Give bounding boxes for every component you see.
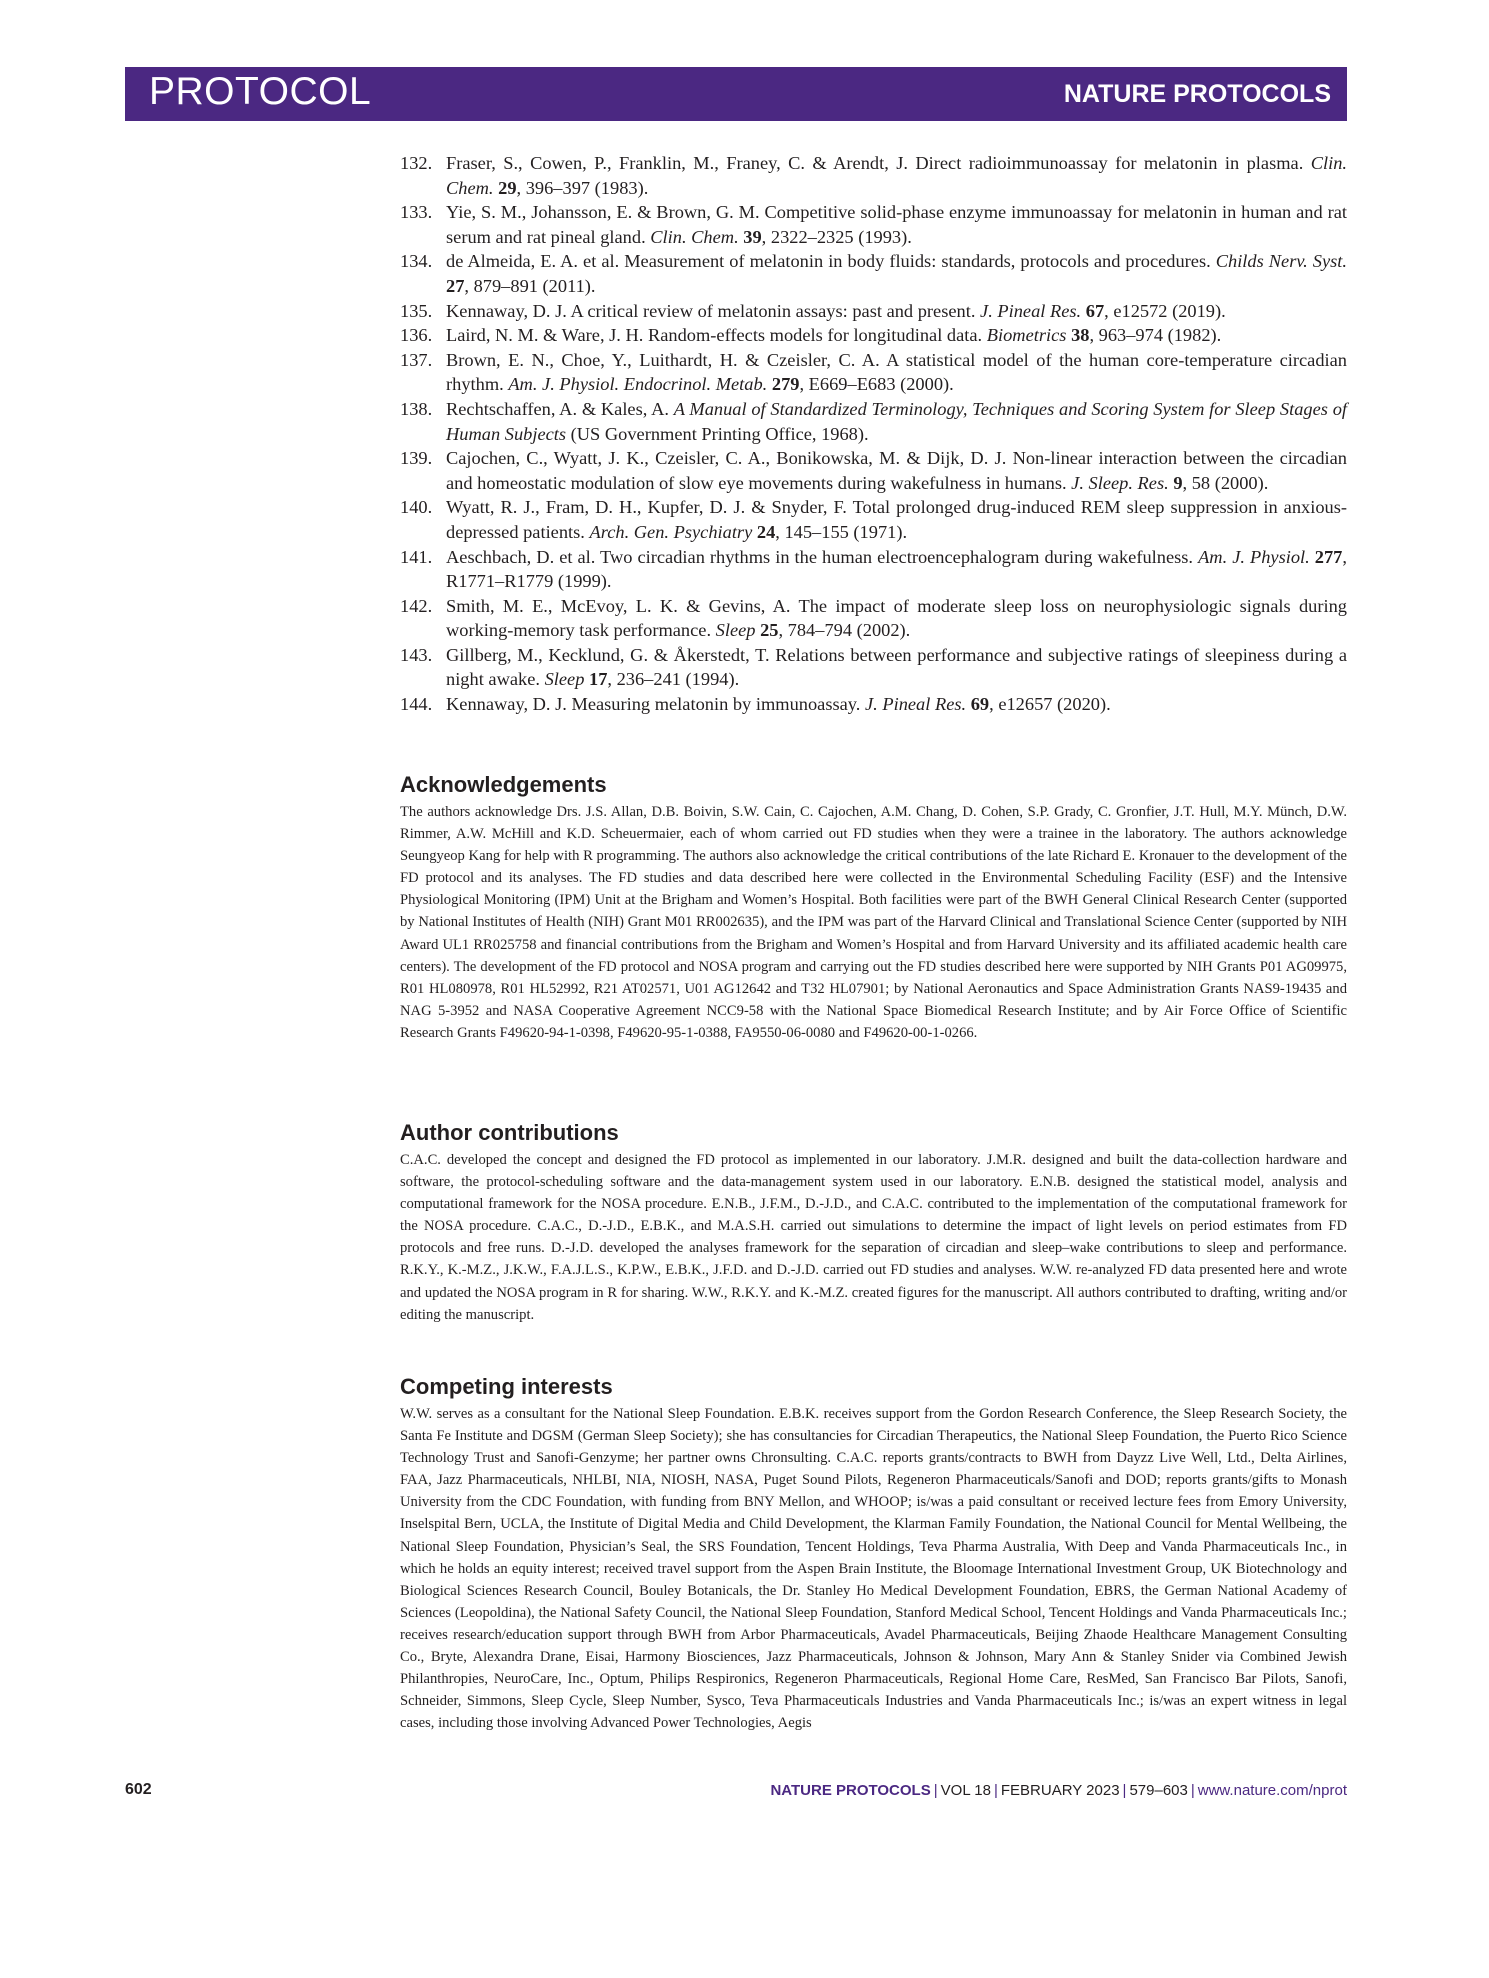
reference-volume: 24: [756, 521, 776, 542]
reference-volume: 279: [771, 374, 800, 395]
reference-item: [400, 545, 1347, 594]
acknowledgements-heading: Acknowledgements: [400, 772, 607, 797]
author-contributions-heading: Author contributions: [400, 1120, 619, 1145]
reference-text: , 784–794 (2002).: [778, 620, 911, 641]
reference-text: , 396–397 (1983).: [516, 177, 649, 198]
reference-text: Yie, S. M., Johansson, E. & Brown, G. M. Competitive solid-phase enzyme immunoassay for melatonin in human and rat serum and rat pineal gland.: [446, 202, 1347, 247]
author-contributions-body: C.A.C. developed the concept and designed the FD protocol as implemented in our laboratory. J.M.R. designed and built the data-collection hardware and software, the protocol-scheduling software and the data-management system used in our laboratory. E.N.B. designed the statistical model, analysis and computational framework for the NOSA procedure. E.N.B., J.F.M., D.-J.D., and C.A.C. contributed to the implementation of the computational framework for the NOSA procedure. C.A.C., D.-J.D., E.B.K., and M.A.S.H. carried out simulations to determine the impact of light levels on period estimates from FD protocols and free runs. D.-J.D. developed the analyses framework for the separation of circadian and sleep–wake contributions to sleep and performance. R.K.Y., K.-M.Z., J.K.W., F.A.J.L.S., K.P.W., E.B.K., J.F.D. and D.-J.D. carried out FD studies and analyses. W.W. re-analyzed FD data presented here and wrote and updated the NOSA program in R for sharing. W.W., R.K.Y. and K.-M.Z. created figures for the manuscript. All authors contributed to drafting, writing and/or editing the manuscript.: [400, 1152, 1347, 1323]
footer-separator: |: [1122, 1782, 1127, 1799]
page-number: 602: [125, 1781, 152, 1798]
reference-number: 142.: [400, 595, 433, 616]
reference-volume: 38: [1071, 325, 1090, 346]
reference-journal: A Manual of Standardized Terminology, Techniques and Scoring System for Sleep Stages of Human Subjects: [446, 398, 1347, 444]
footer-separator: |: [1190, 1782, 1195, 1799]
journal-name: NATURE PROTOCOLS: [1063, 80, 1331, 108]
reference-journal: Am. J. Physiol. Endocrinol. Metab.: [508, 374, 768, 395]
acknowledgements-body: The authors acknowledge Drs. J.S. Allan, D.B. Boivin, S.W. Cain, C. Cajochen, A.M. Chang, D. Cohen, S.P. Grady, C. Gronfier, J.T. Hull, M.Y. Münch, D.W. Rimmer, A.W. McHill and K.D. Scheuermaier, each of whom carried out FD studies when they were a trainee in the laboratory. The authors acknowledge Seungyeop Kang for help with R programming. The authors also acknowledge the critical contributions of the late Richard E. Kronauer to the development of the FD protocol and its analyses. The FD studies and data described here were collected in the Environmental Scheduling Facility (ESF) and the Intensive Physiological Monitoring (IPM) Unit at the Brigham and Women’s Hospital. Both facilities were part of the BWH General Clinical Research Center (supported by National Institutes of Health (NIH) Grant M01 RR002635), and the IPM was part of the Harvard Clinical and Translational Science Center (supported by NIH Award UL1 RR025758 and financial contributions from the Brigham and Women’s Hospital and from Harvard University and its affiliated academic health care centers). The development of the FD protocol and NOSA program and carrying out the FD studies described here were supported by NIH Grants P01 AG09975, R01 HL080978, R01 HL52992, R21 AT02571, U01 AG12642 and T32 HL07901; by National Aeronautics and Space Administration Grants NAS9-19435 and NAG 5-3952 and NASA Cooperative Agreement NCC9-58 with the National Space Biomedical Research Institute; and by Air Force Office of Scientific Research Grants F49620-94-1-0398, F49620-95-1-0388, FA9550-06-0080 and F49620-00-1-0266.: [400, 804, 1347, 1041]
author-contributions-section: [400, 1119, 1347, 1326]
reference-text: , 236–241 (1994).: [607, 669, 740, 690]
reference-journal: J. Pineal Res.: [980, 300, 1082, 321]
reference-number: 138.: [400, 398, 433, 419]
reference-text: , E669–E683 (2000).: [799, 374, 954, 395]
reference-text: Cajochen, C., Wyatt, J. K., Czeisler, C. A., Bonikowska, M. & Dijk, D. J. Non-linear interaction between the circadian and homeostatic modulation of slow eye movements during wakefulness in humans.: [446, 448, 1347, 493]
reference-text: Gillberg, M., Kecklund, G. & Åkerstedt, T. Relations between performance and subjective ratings of sleepiness during a night awake.: [446, 644, 1347, 690]
reference-volume: 27: [446, 275, 465, 296]
reference-number: 140.: [400, 497, 433, 518]
reference-text: de Almeida, E. A. et al. Measurement of melatonin in body fluids: standards, protocols and procedures.: [446, 251, 1216, 272]
reference-item: [400, 692, 1347, 717]
reference-text: , e12572 (2019).: [1104, 300, 1226, 321]
reference-journal: Clin. Chem.: [650, 226, 739, 247]
reference-item: [400, 348, 1347, 397]
section-label: PROTOCOL: [149, 70, 372, 113]
competing-interests-body: W.W. serves as a consultant for the National Sleep Foundation. E.B.K. receives support from the Gordon Research Conference, the Sleep Research Society, the Santa Fe Institute and DGSM (German Sleep Society); she has consultancies for Circadian Therapeutics, the National Sleep Foundation, the Puerto Rico Science Technology Trust and Sanofi-Genzyme; her partner owns Chronsulting. C.A.C. reports grants/contracts to BWH from Dayzz Live Well, Ltd., Delta Airlines, FAA, Jazz Pharmaceuticals, NHLBI, NIA, NIOSH, NASA, Puget Sound Pilots, Regeneron Pharmaceuticals/Sanofi and DOD; reports grants/gifts to Monash University from the CDC Foundation, with funding from BNY Mellon, and WHOOP; is/was a paid consultant or received lecture fees from Emory University, Inselspital Bern, UCLA, the Institute of Digital Media and Child Development, the Klarman Family Foundation, the National Council for Mental Wellbeing, the National Sleep Foundation, Physician’s Seal, the SRS Foundation, Tencent Holdings, Teva Pharma Australia, With Deep and Vanda Pharmaceuticals Inc., in which he holds an equity interest; received travel support from the Aspen Brain Institute, the Bloomage International Investment Group, UK Biotechnology and Biological Sciences Research Council, Bouley Botanicals, the Dr. Stanley Ho Medical Development Foundation, EBRS, the German National Academy of Sciences (Leopoldina), the National Safety Council, the National Sleep Foundation, Stanford Medical School, Tencent Holdings and Vanda Pharmaceuticals Inc.; receives research/education support through BWH from Arbor Pharmaceuticals, Avadel Pharmaceuticals, Beijing Zhaode Healthcare Management Consulting Co., Bryte, Alexandra Drane, Eisai, Harmony Biosciences, Jazz Pharmaceuticals, Johnson & Johnson, Mary Ann & Stanley Snider via Combined Jewish Philanthropies, NeuroCare, Inc., Optum, Philips Respironics, Regeneron Pharmaceuticals, Regional Home Care, ResMed, San Francisco Bar Pilots, Sanofi, Schneider, Simmons, Sleep Cycle, Sleep Number, Sysco, Teva Pharmaceuticals Industries and Vanda Pharmaceuticals Inc.; is/was an expert witness in legal cases, including those involving Advanced Power Technologies, Aegis: [400, 1406, 1347, 1732]
reference-journal: Sleep: [544, 669, 585, 690]
reference-text: , 879–891 (2011).: [464, 275, 596, 296]
reference-list: [400, 151, 1347, 717]
reference-item: [400, 200, 1347, 249]
reference-volume: 67: [1085, 300, 1105, 321]
reference-text: Rechtschaffen, A. & Kales, A.: [446, 398, 674, 419]
reference-volume: 25: [760, 620, 779, 641]
reference-item: [400, 151, 1347, 200]
reference-journal: Arch. Gen. Psychiatry: [589, 521, 753, 542]
reference-item: [400, 446, 1347, 495]
reference-volume: 9: [1173, 472, 1183, 493]
reference-item: [400, 299, 1347, 324]
reference-journal: Clin. Chem.: [446, 153, 1347, 198]
reference-item: [400, 249, 1347, 298]
reference-text: , R1771–R1779 (1999).: [446, 546, 1347, 592]
footer-separator: |: [993, 1782, 998, 1799]
footer-volume: VOL 18: [940, 1782, 991, 1799]
reference-journal: Childs Nerv. Syst.: [1215, 251, 1348, 272]
competing-interests-heading: Competing interests: [400, 1374, 613, 1399]
footer-journal: NATURE PROTOCOLS: [770, 1782, 931, 1799]
footer-pages: 579–603: [1129, 1782, 1188, 1799]
reference-journal: Am. J. Physiol.: [1198, 546, 1310, 567]
reference-item: [400, 495, 1347, 544]
reference-number: 135.: [400, 300, 433, 321]
reference-volume: 39: [743, 226, 762, 247]
reference-text: , 145–155 (1971).: [775, 521, 908, 542]
reference-journal: Sleep: [715, 620, 756, 641]
footer-citation: [770, 1782, 1347, 1799]
reference-text: , 963–974 (1982).: [1089, 325, 1222, 346]
reference-number: 139.: [400, 448, 433, 469]
competing-interests-section: [400, 1373, 1347, 1734]
reference-volume: 69: [970, 694, 990, 715]
reference-volume: 29: [498, 177, 517, 198]
reference-text: Brown, E. N., Choe, Y., Luithardt, H. & Czeisler, C. A. A statistical model of the human core-temperature circadian rhythm.: [446, 349, 1347, 395]
reference-text: , 58 (2000).: [1182, 472, 1269, 493]
reference-item: [400, 397, 1347, 446]
reference-item: [400, 643, 1347, 692]
acknowledgements-section: [400, 771, 1347, 1044]
reference-journal: Biometrics: [986, 325, 1067, 346]
reference-number: 134.: [400, 251, 433, 272]
reference-volume: 17: [589, 669, 608, 690]
reference-journal: J. Sleep. Res.: [1071, 472, 1169, 493]
reference-text: Kennaway, D. J. A critical review of melatonin assays: past and present.: [446, 300, 981, 321]
reference-journal: J. Pineal Res.: [865, 694, 967, 715]
reference-number: 136.: [400, 325, 433, 346]
reference-number: 137.: [400, 349, 433, 370]
reference-text: , e12657 (2020).: [989, 694, 1111, 715]
reference-text: Aeschbach, D. et al. Two circadian rhythms in the human electroencephalogram during wakefulness.: [446, 546, 1199, 567]
reference-text: Wyatt, R. J., Fram, D. H., Kupfer, D. J. & Snyder, F. Total prolonged drug-induced REM sleep suppression in anxious- depressed patients.: [446, 497, 1347, 542]
reference-text: , 2322–2325 (1993).: [761, 226, 912, 247]
reference-text: Kennaway, D. J. Measuring melatonin by immunoassay.: [446, 694, 865, 715]
reference-text: Smith, M. E., McEvoy, L. K. & Gevins, A. The impact of moderate sleep loss on neurophysiologic signals during working-memory task performance.: [446, 595, 1347, 641]
reference-volume: 277: [1314, 546, 1343, 567]
footer-date: FEBRUARY 2023: [1000, 1782, 1120, 1799]
reference-number: 141.: [400, 546, 433, 567]
reference-number: 144.: [400, 694, 433, 715]
page-header: [125, 67, 1347, 121]
reference-number: 133.: [400, 202, 433, 223]
reference-text: Fraser, S., Cowen, P., Franklin, M., Franey, C. & Arendt, J. Direct radioimmunoassay for melatonin in plasma.: [446, 153, 1311, 173]
reference-text: (US Government Printing Office, 1968).: [566, 423, 869, 444]
reference-item: [400, 323, 1347, 348]
reference-number: 143.: [400, 644, 433, 665]
reference-item: [400, 594, 1347, 643]
reference-number: 132.: [400, 153, 433, 173]
reference-text: Laird, N. M. & Ware, J. H. Random-effects models for longitudinal data.: [446, 325, 987, 346]
footer-separator: |: [933, 1782, 938, 1799]
footer-url-link[interactable]: www.nature.com/nprot: [1197, 1782, 1347, 1799]
